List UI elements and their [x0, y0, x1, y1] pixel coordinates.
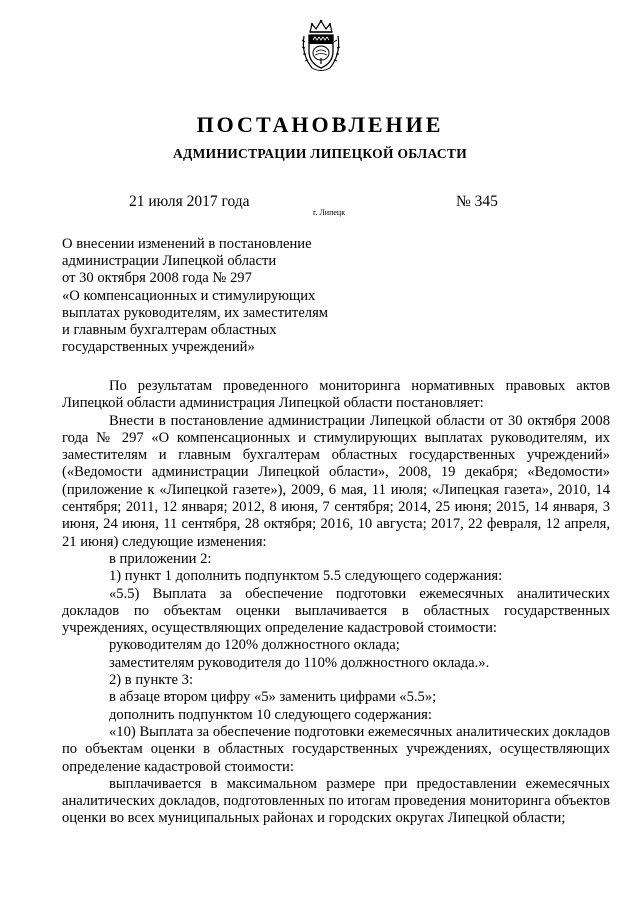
body-paragraph: 2) в пункте 3:: [109, 672, 194, 689]
document-issuer: АДМИНИСТРАЦИИ ЛИПЕЦКОЙ ОБЛАСТИ: [172, 146, 468, 161]
document-number: № 345: [456, 193, 498, 210]
body-paragraph: «10) Выплата за обеспечение подготовки ежемесячных аналитических докладов по объектам оценки в областных государственных учреждениях, осуществляющих определение кадастровой стоимости:: [62, 723, 610, 775]
body-paragraph: «5.5) Выплата за обеспечение подготовки ежемесячных аналитических докладов по объектам оценки выплачивается в областных государственных учреждениях, осуществляющих определение кадастровой стоимости:: [62, 585, 610, 637]
subject-line: государственных учреждений»: [62, 339, 255, 356]
document-subject: [62, 236, 362, 356]
document-date: 21 июля 2017 года: [129, 193, 250, 210]
document-city: г. Липецк: [313, 208, 346, 217]
subject-line: администрации Липецкой области: [62, 253, 277, 270]
body-paragraph: в приложении 2:: [109, 550, 212, 567]
document-title: ПОСТАНОВЛЕНИЕ: [196, 112, 444, 137]
body-paragraph: Внести в постановление администрации Липецкой области от 30 октября 2008 года № 297 «О компенсационных и стимулирующих выплатах руководителям, их заместителям и главным бухгалтерам областных государственных учреждений» («Ведомости администрации Липецкой области», 2008, 19 декабря; «Ведомости» (приложение к «Липецкой газете»), 2009, 6 мая, 11 июля; «Липецкая газета», 2010, 14 сентября; 2011, 12 января; 2012, 8 июня, 7 сентября; 2014, 25 июня; 2015, 14 января, 3 июня, 24 июня, 11 сентября, 28 октября; 2016, 10 августа; 2017, 22 февраля, 12 апреля, 21 июня) следующие изменения:: [62, 412, 610, 550]
body-paragraph: в абзаце втором цифру «5» заменить цифрами «5.5»;: [109, 689, 437, 706]
subject-line: от 30 октября 2008 года № 297: [62, 270, 252, 287]
body-paragraph: По результатам проведенного мониторинга нормативных правовых актов Липецкой области администрация Липецкой области постановляет:: [62, 378, 610, 412]
body-paragraph: дополнить подпунктом 10 следующего содержания:: [109, 706, 432, 723]
lipetsk-coat-of-arms-icon: [300, 18, 342, 74]
subject-line: О внесении изменений в постановление: [62, 236, 312, 252]
body-paragraph: 1) пункт 1 дополнить подпунктом 5.5 следующего содержания:: [109, 568, 503, 585]
body-paragraph: выплачивается в максимальном размере при предоставлении ежемесячных аналитических докладов, подготовленных по итогам проведения мониторинга объектов оценки во всех муниципальных районах и городских округах Липецкой области;: [62, 775, 610, 827]
body-paragraph: заместителям руководителя до 110% должностного оклада.».: [109, 654, 490, 671]
subject-line: и главным бухгалтерам областных: [62, 322, 277, 339]
subject-line: выплатах руководителям, их заместителям: [62, 304, 329, 321]
document-body: [62, 378, 610, 828]
subject-line: «О компенсационных и стимулирующих: [62, 287, 316, 304]
body-paragraph: руководителям до 120% должностного оклада;: [109, 637, 400, 654]
